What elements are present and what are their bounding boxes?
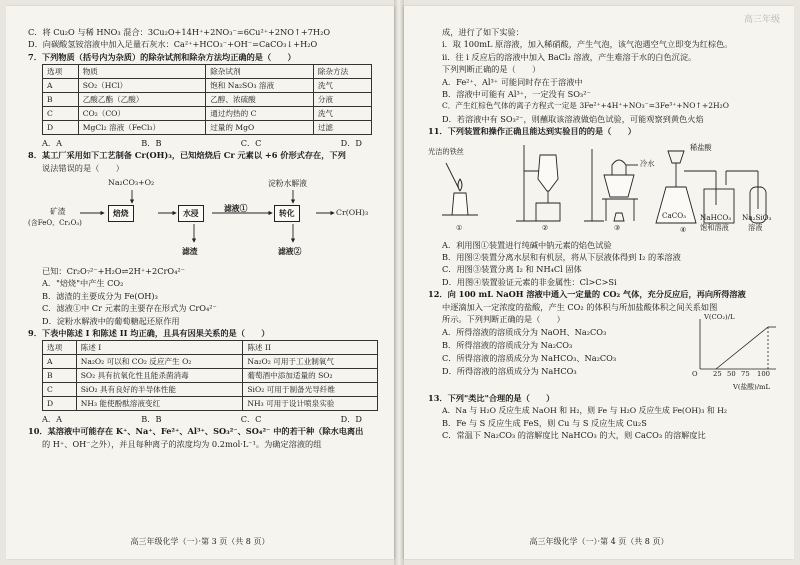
table-cell: B bbox=[43, 369, 77, 383]
q10-option-a: A．Fe²⁺、Al³⁺ 可能同时存在于溶液中 bbox=[442, 76, 583, 87]
table-cell: CO₂（CO） bbox=[78, 107, 206, 121]
option-c: C．C bbox=[240, 138, 262, 149]
q8-option-c: C．滤液①中 Cr 元素的主要存在形式为 CrO₄²⁻ bbox=[42, 303, 217, 314]
table-cell: 洗气 bbox=[313, 79, 371, 93]
q12-stem-3: 所示。下列判断正确的是（ ） bbox=[442, 314, 565, 325]
q9-table bbox=[42, 340, 378, 411]
q10-experiment-i: i．取 100mL 原溶液，加入稀硝酸，产生气泡，该气泡遇空气立即变为红棕色。 bbox=[442, 39, 733, 50]
table-cell: 乙醇、浓硫酸 bbox=[206, 93, 314, 107]
table-cell: 过滤 bbox=[313, 121, 371, 135]
label-figure-3: ③ bbox=[614, 222, 621, 232]
table-row bbox=[43, 107, 372, 121]
option-a: A．A bbox=[42, 138, 63, 149]
option-d: D．D bbox=[340, 138, 362, 149]
q12-option-a: A．所得溶液的溶质成分为 NaOH、Na₂CO₃ bbox=[442, 327, 607, 338]
table-cell: Na₂O₂ 可以和 CO₂ 反应产生 O₂ bbox=[76, 355, 243, 369]
table-header: 陈述 II bbox=[243, 341, 378, 355]
table-cell: SO₂（HCl） bbox=[78, 79, 206, 93]
table-cell: Na₂O₂ 可用于工业制氧气 bbox=[243, 355, 378, 369]
q8-option-d: D．淀粉水解液中的葡萄糖起还原作用 bbox=[42, 315, 180, 326]
table-cell: C bbox=[43, 107, 79, 121]
q10-question: 下列判断正确的是（ ） bbox=[442, 64, 541, 75]
table-row bbox=[43, 121, 372, 135]
q11-option-d: D．用图④装置验证元素的非金属性：Cl>C>Si bbox=[442, 276, 617, 287]
table-header: 除杂方法 bbox=[313, 65, 371, 79]
flow-box-conversion: 转化 bbox=[274, 205, 300, 222]
table-cell: 过量的 MgO bbox=[206, 121, 314, 135]
graph-tick-75: 75 bbox=[741, 370, 750, 379]
label-clean-iron-wire: 光洁的铁丝 bbox=[428, 146, 464, 156]
q8-known: 已知：Cr₂O₇²⁻+H₂O⇌2H⁺+2CrO₄²⁻ bbox=[42, 266, 185, 277]
q10-stem-3: 成，进行了如下实验： bbox=[442, 27, 524, 37]
label-saturated-solution: 饱和溶液 bbox=[700, 222, 729, 232]
table-row bbox=[43, 79, 372, 93]
option-d: D．D bbox=[340, 414, 362, 425]
exam-page-4 bbox=[404, 6, 794, 559]
flow-filtrate-1: 滤液① bbox=[224, 204, 248, 214]
watermark-stamp: 高三年级 bbox=[743, 15, 780, 25]
page-footer-left: 高三年级化学（一）·第 3 页（共 8 页） bbox=[130, 537, 270, 546]
q8-process-flowchart bbox=[28, 176, 376, 262]
table-cell: 饱和 Na₂SO₃ 溶液 bbox=[206, 79, 314, 93]
table-cell: 通过灼热的 C bbox=[206, 107, 314, 121]
q12-block bbox=[428, 313, 776, 383]
flow-raw-material: 矿渣 bbox=[50, 207, 66, 217]
q10-option-c: C．产生红棕色气体的离子方程式一定是 3Fe²⁺+4H⁺+NO₃⁻=3Fe³⁺+NO↑+2H₂O bbox=[442, 101, 729, 111]
label-dilute-hcl: 稀盐酸 bbox=[690, 142, 712, 152]
q10-option-d: D．若溶液中有 SO₃²⁻，则蘸取该溶液做焰色试验，可能观察到黄色火焰 bbox=[442, 113, 704, 124]
table-cell: 洗气 bbox=[313, 107, 371, 121]
q8-stem-1: 8．某工厂采用如下工艺制备 Cr(OH)₃，已知焙烧后 Cr 元素以 +6 价形式存在，下列 bbox=[28, 150, 346, 161]
table-header: 选项 bbox=[43, 341, 77, 355]
table-cell: NH₃ 可用于设计喷泉实验 bbox=[243, 397, 378, 411]
graph-x-label: V(盐酸)/mL bbox=[732, 383, 770, 392]
q6-option-c: C．将 Cu₂O 与稀 HNO₃ 混合：3Cu₂O+14H⁺+2NO₃⁻=6Cu²⁺+2NO↑+7H₂O bbox=[28, 27, 331, 37]
table-header: 物质 bbox=[78, 65, 206, 79]
graph-tick-100: 100 bbox=[757, 370, 770, 379]
table-cell: 葡萄酒中添加适量的 SO₂ bbox=[243, 369, 378, 383]
q12-option-d: D．所得溶液的溶质成分为 NaHCO₃ bbox=[442, 366, 577, 377]
q11-stem: 11．下列装置和操作正确且能达到实验目的的是（ ） bbox=[428, 126, 636, 137]
exam-page-3 bbox=[6, 6, 394, 559]
q9-options bbox=[28, 413, 376, 425]
flow-reagent-na2co3-o2: Na₂CO₃+O₂ bbox=[108, 178, 155, 188]
table-cell: D bbox=[43, 121, 79, 135]
label-cold-water: 冷水 bbox=[640, 158, 655, 168]
label-nahco3: NaHCO₃ bbox=[700, 212, 732, 222]
table-row bbox=[43, 397, 378, 411]
q9-stem: 9．下表中陈述 I 和陈述 II 均正确，且具有因果关系的是（ ） bbox=[28, 328, 270, 339]
q7-options bbox=[28, 137, 376, 149]
label-figure-1: ① bbox=[456, 222, 463, 232]
label-solution: 溶液 bbox=[748, 222, 763, 232]
table-cell: C bbox=[43, 383, 77, 397]
flow-product: Cr(OH)₃ bbox=[336, 208, 369, 218]
table-header-row bbox=[43, 341, 378, 355]
q10-experiment-ii: ii．往 i 反应后的溶液中加入 BaCl₂ 溶液，产生难溶于水的白色沉淀。 bbox=[442, 51, 697, 62]
label-na2sio3: Na₂SiO₃ bbox=[742, 212, 772, 222]
book-spine bbox=[394, 0, 404, 565]
flow-reagent-starch: 淀粉水解液 bbox=[268, 179, 307, 189]
table-cell: SO₂ 具有抗氧化性且能杀菌消毒 bbox=[76, 369, 243, 383]
q10-stem-2: 的 H⁺、OH⁻之外），并且每种离子的浓度均为 0.2mol·L⁻¹。为确定溶液的组 bbox=[42, 438, 322, 449]
q10-stem-1: 10．某溶液中可能存在 K⁺、Na⁺、Fe²⁺、Al³⁺、SO₃²⁻、SO₄²⁻ 中的若干种（除水电离出 bbox=[28, 426, 364, 437]
table-cell: D bbox=[43, 397, 77, 411]
table-cell: 分液 bbox=[313, 93, 371, 107]
table-row bbox=[43, 93, 372, 107]
table-cell: MgCl₂ 溶液（FeCl₃） bbox=[78, 121, 206, 135]
q12-option-b: B．所得溶液的溶质成分为 Na₂CO₃ bbox=[442, 340, 573, 351]
q11-apparatus-figure bbox=[428, 141, 776, 237]
table-cell: 乙酸乙酯（乙酸） bbox=[78, 93, 206, 107]
table-header: 陈述 I bbox=[76, 341, 243, 355]
table-cell: A bbox=[43, 355, 77, 369]
graph-tick-25: 25 bbox=[713, 370, 722, 379]
table-header: 除杂试剂 bbox=[206, 65, 314, 79]
q7-stem: 7．下列物质（括号内为杂质）的除杂试剂和除杂方法均正确的是（ ） bbox=[28, 51, 296, 62]
label-figure-2: ② bbox=[542, 222, 549, 232]
label-caco3: CaCO₃ bbox=[662, 210, 687, 220]
table-cell: A bbox=[43, 79, 79, 93]
flow-residue: 滤渣 bbox=[182, 247, 198, 257]
q11-option-c: C．用图③装置分离 I₂ 和 NH₄Cl 固体 bbox=[442, 264, 582, 275]
q13-stem: 13．下列"类比"合理的是（ ） bbox=[428, 393, 555, 404]
table-row bbox=[43, 369, 378, 383]
q8-option-a: A．"焙烧"中产生 CO₂ bbox=[42, 278, 124, 289]
q11-option-b: B．用图②装置分离水层和有机层，将从下层液体得到 I₂ 的苯溶液 bbox=[442, 252, 681, 263]
q12-option-c: C．所得溶液的溶质成分为 NaHCO₃、Na₂CO₃ bbox=[442, 353, 617, 364]
q7-table bbox=[42, 64, 372, 135]
table-header: 选项 bbox=[43, 65, 79, 79]
q13-option-c: C．常温下 Na₂CO₃ 的溶解度比 NaHCO₃ 的大，则 CaCO₃ 的溶解度比 bbox=[442, 430, 706, 441]
q12-stem-1: 12．向 100 mL NaOH 溶液中通入一定量的 CO₂ 气体，充分反应后，再向所得溶液 bbox=[428, 289, 746, 300]
q6-option-d: D．向碳酸氢铵溶液中加入足量石灰水：Ca²⁺+HCO₃⁻+OH⁻=CaCO₃↓+H₂O bbox=[28, 39, 318, 50]
q13-option-a: A．Na 与 H₂O 反应生成 NaOH 和 H₂，则 Fe 与 H₂O 反应生成 Fe(OH)₃ 和 H₂ bbox=[442, 405, 728, 415]
q12-stem-2: 中逐滴加入一定浓度的盐酸，产生 CO₂ 的体积与所加盐酸体积之间关系如图 bbox=[442, 301, 718, 312]
flow-box-water-leach: 水浸 bbox=[178, 205, 204, 222]
table-header-row bbox=[43, 65, 372, 79]
page-footer-right: 高三年级化学（一）·第 4 页（共 8 页） bbox=[529, 537, 669, 546]
table-cell: SiO₂ 可用于制备光导纤维 bbox=[243, 383, 378, 397]
graph-tick-origin: O bbox=[692, 370, 698, 379]
q8-stem-2: 说法错误的是（ ） bbox=[42, 162, 124, 173]
graph-y-label: V(CO₂)/L bbox=[704, 313, 735, 322]
label-figure-4: ④ bbox=[680, 224, 687, 234]
option-c: C．C bbox=[240, 414, 262, 425]
q11-option-a: A．利用图①装置进行纯碱中钠元素的焰色试验 bbox=[442, 239, 612, 250]
option-b: B．B bbox=[141, 414, 162, 425]
table-cell: NH₃ 能使酚酞溶液变红 bbox=[76, 397, 243, 411]
option-a: A．A bbox=[42, 414, 63, 425]
table-cell: B bbox=[43, 93, 79, 107]
flow-box-roasting: 焙烧 bbox=[108, 205, 134, 222]
option-b: B．B bbox=[141, 138, 162, 149]
graph-tick-50: 50 bbox=[727, 370, 736, 379]
table-cell: SiO₂ 具有良好的半导体性能 bbox=[76, 383, 243, 397]
flow-raw-composition: (含FeO、Cr₂O₃) bbox=[28, 219, 82, 228]
flow-filtrate-2: 滤液② bbox=[278, 247, 302, 257]
table-row bbox=[43, 355, 378, 369]
q8-option-b: B．滤渣的主要成分为 Fe(OH)₃ bbox=[42, 290, 158, 301]
q13-option-b: B．Fe 与 S 反应生成 FeS，则 Cu 与 S 反应生成 Cu₂S bbox=[442, 417, 647, 428]
table-row bbox=[43, 383, 378, 397]
q10-option-b: B．溶液中可能有 Al³⁺，一定没有 SO₃²⁻ bbox=[442, 89, 591, 100]
